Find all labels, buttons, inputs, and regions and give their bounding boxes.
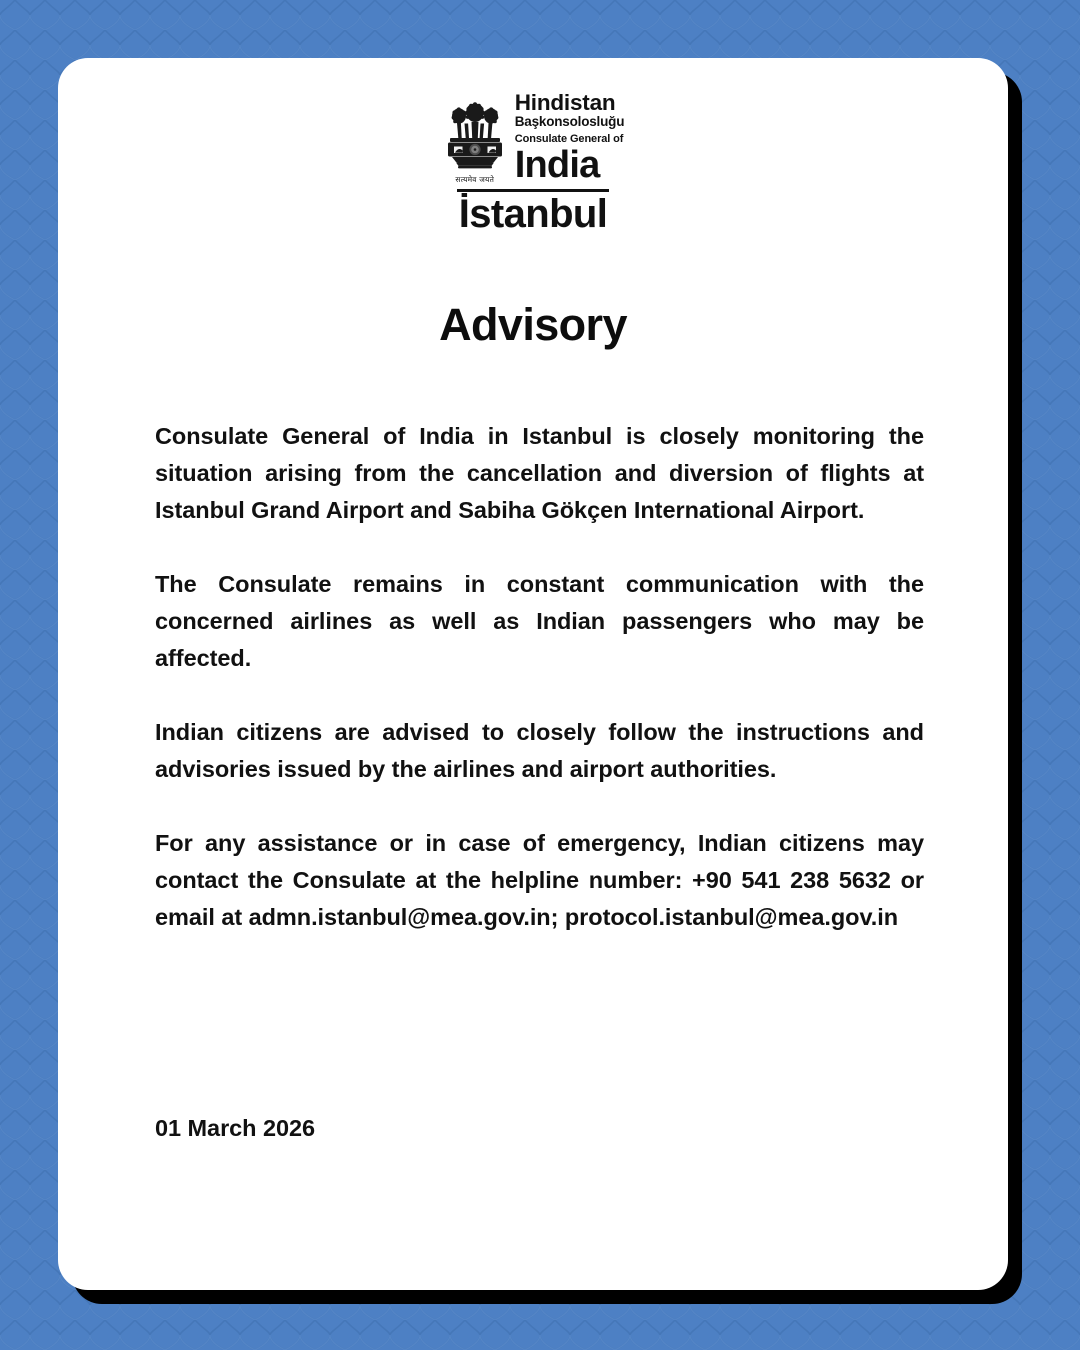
logo-top-row	[442, 91, 625, 185]
logo-line-consulate-general-of: Consulate General of	[514, 133, 624, 146]
advisory-date: 01 March 2026	[155, 1115, 316, 1141]
advisory-paragraph: The Consulate remains in constant communication with the concerned airlines as well as Indian passengers who may be affected.	[155, 571, 924, 671]
advisory-body	[155, 418, 924, 936]
emblem-motto-text: सत्यमेव जयते	[455, 175, 495, 185]
page-title: Advisory	[439, 299, 627, 350]
ashoka-lion-capital-emblem-icon	[444, 100, 506, 174]
logo-line-baskonsoloslugu: Başkonsolosluğu	[514, 114, 625, 130]
advisory-card	[58, 58, 1008, 1290]
logo-line-istanbul: İstanbul	[458, 192, 608, 237]
advisory-paragraph: Consulate General of India in Istanbul is closely monitoring the situation arising from the cancellation and diversion of flights at Istanbul Grand Airport and Sabiha Gökçen International Airport.	[155, 423, 924, 523]
logo-text-column	[515, 91, 625, 185]
advisory-paragraph: Indian citizens are advised to closely follow the instructions and advisories issued by the airlines and airport authorities.	[155, 719, 924, 782]
emblem-wrapper	[442, 100, 508, 185]
logo-line-india: India	[514, 143, 600, 186]
consulate-logo	[58, 91, 1008, 236]
advisory-paragraph: For any assistance or in case of emergency, Indian citizens may contact the Consulate at the helpline number: +90 541 238 5632 or email at admn.istanbul@mea.gov.in; protocol.istanbul@mea.gov.in	[155, 830, 924, 930]
logo-line-hindistan: Hindistan	[514, 90, 616, 115]
